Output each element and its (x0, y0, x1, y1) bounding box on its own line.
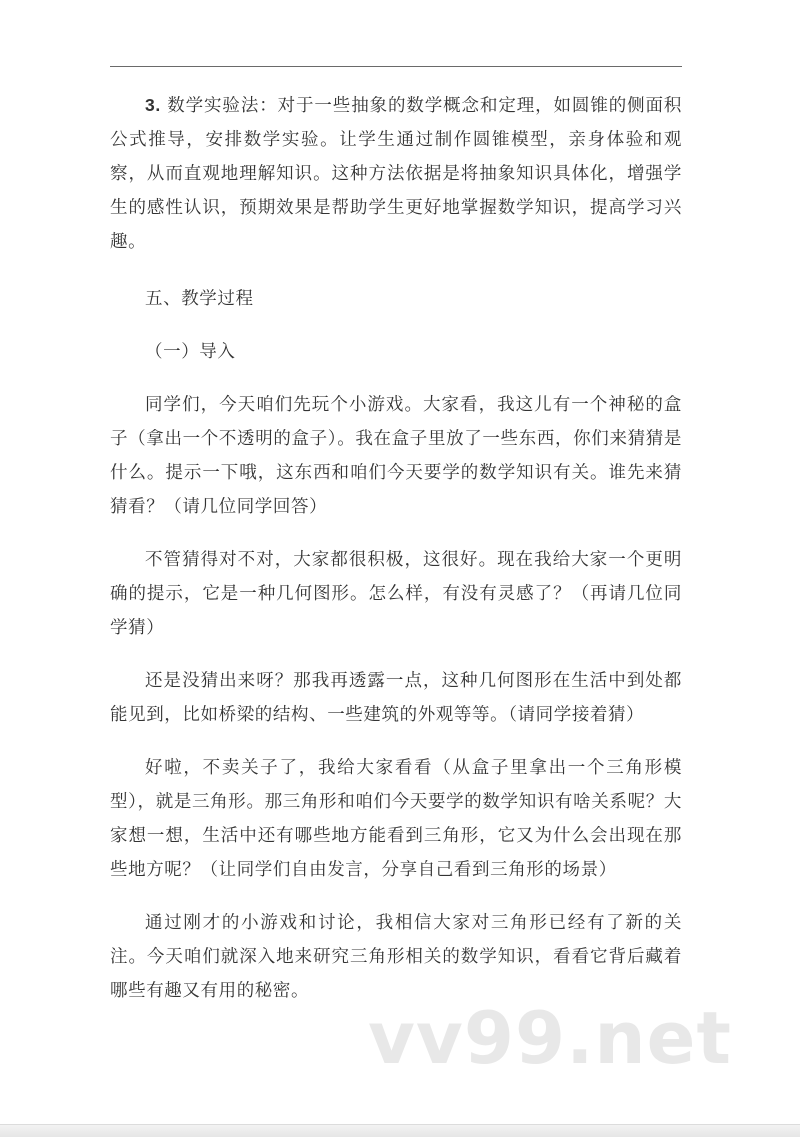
document-body (110, 88, 682, 1008)
paragraph-intro-4: 好啦，不卖关子了，我给大家看看（从盒子里拿出一个三角形模型），就是三角形。那三角形和咱们今天要学的数学知识有啥关系呢？大家想一想，生活中还有哪些地方能看到三角形，它又为什么会出现在那些地方呢？（让同学们自由发言，分享自己看到三角形的场景） (110, 758, 682, 880)
paragraph-text: 数学实验法：对于一些抽象的数学概念和定理，如圆锥的侧面积公式推导，安排数学实验。让学生通过制作圆锥模型，亲身体验和观察，从而直观地理解知识。这种方法依据是将抽象知识具体化，增强学生的感性认识，预期效果是帮助学生更好地掌握数学知识，提高学习兴趣。 (110, 96, 682, 252)
subsection-heading-introduction: （一）导入 (145, 342, 236, 362)
section-heading-teaching-process: 五、教学过程 (145, 289, 254, 309)
item-number: 3. (145, 95, 161, 115)
paragraph-intro-1: 同学们，今天咱们先玩个小游戏。大家看，我这儿有一个神秘的盒子（拿出一个不透明的盒子）。我在盒子里放了一些东西，你们来猜猜是什么。提示一下哦，这东西和咱们今天要学的数学知识有关。谁先来猜猜看？（请几位同学回答） (110, 395, 682, 517)
paragraph-intro-5: 通过刚才的小游戏和讨论，我相信大家对三角形已经有了新的关注。今天咱们就深入地来研究三角形相关的数学知识，看看它背后藏着哪些有趣又有用的秘密。 (110, 913, 682, 1001)
paragraph-intro-3: 还是没猜出来呀？那我再透露一点，这种几何图形在生活中到处都能见到，比如桥梁的结构、一些建筑的外观等等。（请同学接着猜） (110, 671, 682, 725)
paragraph-intro-2: 不管猜得对不对，大家都很积极，这很好。现在我给大家一个更明确的提示，它是一种几何图形。怎么样，有没有灵感了？（再请几位同学猜） (110, 550, 682, 638)
header-rule (110, 66, 682, 67)
page-bottom-edge (0, 1124, 800, 1137)
paragraph-method-3 (110, 88, 682, 259)
watermark: vv99.net (368, 996, 732, 1080)
